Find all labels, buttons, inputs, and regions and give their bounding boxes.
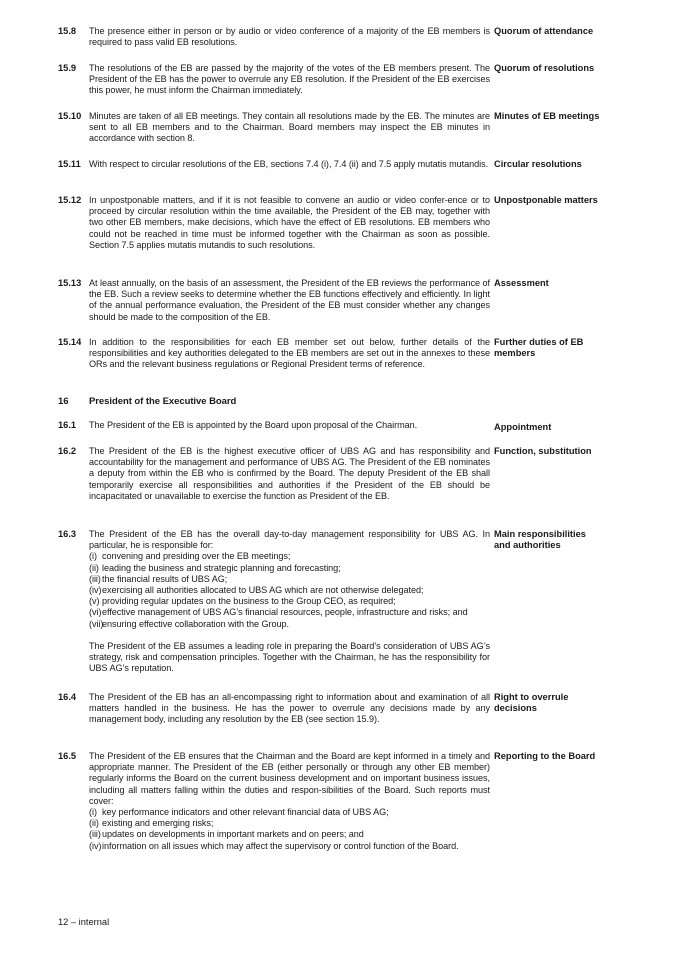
list-item-number: (iii) xyxy=(89,829,101,840)
list-item-text: information on all issues which may affect the supervisory or control function of the Board. xyxy=(102,840,459,851)
section-content xyxy=(89,529,490,674)
section-paragraph: The President of the EB assumes a leading role in preparing the Board’s consideration of UBS AG’s strategy, risk and compensation principles. Together with the Chairman, he has the responsibility for UBS AG’s reputation. xyxy=(89,640,490,674)
section-text: In unpostponable matters, and if it is not feasible to convene an audio or video confer-ence or to proceed by circular resolution within the time available, the President of the EB may, together with two other EB members, make decisions, which have the effect of EB resolutions. EB members who could not be reached in time must be informed together with the Chairman as soon as possible. Section 7.5 applies mutatis mutandis to such resolutions. xyxy=(89,195,490,250)
side-label: Assessment xyxy=(494,278,549,288)
section-15-13 xyxy=(58,278,549,323)
list-item xyxy=(89,585,490,596)
side-label: Appointment xyxy=(494,422,552,432)
list-item xyxy=(89,563,490,574)
list-item-text: convening and presiding over the EB meetings; xyxy=(102,551,291,562)
section-text: The resolutions of the EB are passed by the majority of the votes of the EB members present. The President of the EB has the power to overrule any EB resolution. If the President of the EB exercises this power, he must inform the Chairman immediately. xyxy=(89,63,490,96)
list-item-text: key performance indicators and other relevant financial data of UBS AG; xyxy=(102,807,389,818)
section-15-9 xyxy=(58,63,595,97)
section-number: 16.3 xyxy=(58,529,77,539)
list-item-number: (vii) xyxy=(89,618,104,629)
list-item-text: exercising all authorities allocated to UBS AG which are not otherwise delegated; xyxy=(102,585,424,596)
section-text: Minutes are taken of all EB meetings. They contain all resolutions made by the EB. The minutes are sent to all EB members and to the Chairman. Board members may inspect the EB minutes in accordance with section 8. xyxy=(89,111,490,144)
list-item-text: providing regular updates on the business to the Group CEO, as required; xyxy=(102,596,396,607)
section-intro: The President of the EB ensures that the Chairman and the Board are kept informed in a timely and appropriate manner. The President of the EB (either personally or through any other EB member) regularly informs the Board on the current business development and on important business issues, including all matters falling within the duties and respon-sibilities of the Board. Such reports must cover: xyxy=(89,751,490,806)
list-item-text: ensuring effective collaboration with the Group. xyxy=(102,618,289,629)
section-15-14 xyxy=(58,337,584,371)
section-number: 15.11 xyxy=(58,159,81,169)
list-item-text: leading the business and strategic planning and forecasting; xyxy=(102,562,341,573)
section-16-3 xyxy=(58,529,586,674)
list-item-text: the financial results of UBS AG; xyxy=(102,573,228,584)
side-label: Unpostponable matters xyxy=(494,195,598,205)
section-text: The President of the EB has an all-encompassing right to information about and examination of all matters handled in the business. He has the power to overrule any decisions made by any management body, including any resolution by the EB (see section 15.9). xyxy=(89,692,490,725)
list-item-number: (i) xyxy=(89,807,97,818)
section-number: 16.4 xyxy=(58,692,77,702)
section-number: 16.1 xyxy=(58,420,77,430)
list-item xyxy=(89,607,490,618)
list-item xyxy=(89,596,490,607)
section-content xyxy=(89,751,490,852)
list-item xyxy=(89,619,490,630)
side-label: Function, substitution xyxy=(494,446,592,456)
list-item xyxy=(89,818,490,829)
section-number: 15.14 xyxy=(58,337,82,347)
list-item-number: (ii) xyxy=(89,562,99,573)
section-text: The President of the EB is appointed by the Board upon proposal of the Chairman. xyxy=(89,420,418,430)
section-number: 15.13 xyxy=(58,278,82,288)
side-label: Circular resolutions xyxy=(494,159,582,169)
side-label: Quorum of attendance xyxy=(494,26,594,36)
section-number: 15.12 xyxy=(58,195,82,205)
list-item-text: effective management of UBS AG’s financial resources, people, infrastructure and risks; and xyxy=(102,607,468,618)
list-item xyxy=(89,829,490,840)
section-15-11 xyxy=(58,159,582,170)
section-15-10 xyxy=(58,111,600,145)
section-number: 15.9 xyxy=(58,63,77,73)
chapter-number: 16 xyxy=(58,396,69,407)
section-intro: The President of the EB has the overall day-to-day management responsibility for UBS AG. In particular, he is responsible for: xyxy=(89,529,490,551)
responsibility-list xyxy=(89,551,490,629)
list-item-text: updates on developments in important markets and on peers; and xyxy=(102,829,364,840)
section-text: With respect to circular resolutions of the EB, sections 7.4 (i), 7.4 (ii) and 7.5 apply mutatis mutandis. xyxy=(89,159,489,169)
list-item-number: (iii) xyxy=(89,573,101,584)
list-item xyxy=(89,807,490,818)
list-item-number: (v) xyxy=(89,596,100,607)
section-text: The presence either in person or by audio or video conference of a majority of the EB members is required to pass valid EB resolutions. xyxy=(89,26,490,48)
list-item-number: (iv) xyxy=(89,585,102,596)
side-label: Quorum of resolutions xyxy=(494,63,595,73)
section-text: In addition to the responsibilities for each EB member set out below, further details of the responsibilities and key authorities delegated to the EB members are set out in the annexes to these ORs and the relevant business regulations or Regional President terms of reference. xyxy=(89,337,490,370)
side-label: Right to overrule decisions xyxy=(494,692,569,714)
section-text: At least annually, on the basis of an assessment, the President of the EB reviews the performance of the EB. Such a review seeks to determine whether the EB functions effectively and efficiently. In light of the annual performance evaluation, the President of the EB must consider whether any changes should be made to the composition of the EB. xyxy=(89,278,490,322)
section-16-1 xyxy=(58,420,552,432)
section-16-5 xyxy=(58,751,596,852)
section-number: 15.10 xyxy=(58,111,82,121)
list-item xyxy=(89,551,490,562)
side-label: Main responsibilities and authorities xyxy=(494,529,586,551)
section-15-12 xyxy=(58,195,598,251)
side-label: Further duties of EB members xyxy=(494,337,584,359)
section-text: The President of the EB is the highest executive officer of UBS AG and has responsibility and accountability for the management and performance of UBS AG. The President of the EB nominates a deputy from within the EB who is confirmed by the Board. The deputy President of the EB shall temporarily exercise all responsibilities and authorities if the President of the EB should be incapacitated or unavailable to exercise the function as President of the EB. xyxy=(89,446,490,501)
chapter-title: President of the Executive Board xyxy=(89,396,237,407)
page-footer: 12 – internal xyxy=(58,917,110,927)
section-16-2 xyxy=(58,446,592,502)
list-item xyxy=(89,841,490,852)
list-item-number: (ii) xyxy=(89,818,99,829)
side-label: Minutes of EB meetings xyxy=(494,111,600,121)
section-number: 15.8 xyxy=(58,26,77,36)
list-item-number: (vi) xyxy=(89,607,102,618)
section-number: 16.5 xyxy=(58,751,77,761)
chapter-heading xyxy=(58,396,490,407)
section-number: 16.2 xyxy=(58,446,77,456)
section-15-8 xyxy=(58,26,594,48)
list-item xyxy=(89,574,490,585)
report-list xyxy=(89,807,490,852)
side-label: Reporting to the Board xyxy=(494,751,596,761)
list-item-number: (iv) xyxy=(89,840,102,851)
section-16-4 xyxy=(58,692,569,726)
list-item-text: existing and emerging risks; xyxy=(102,818,214,829)
list-item-number: (i) xyxy=(89,551,97,562)
